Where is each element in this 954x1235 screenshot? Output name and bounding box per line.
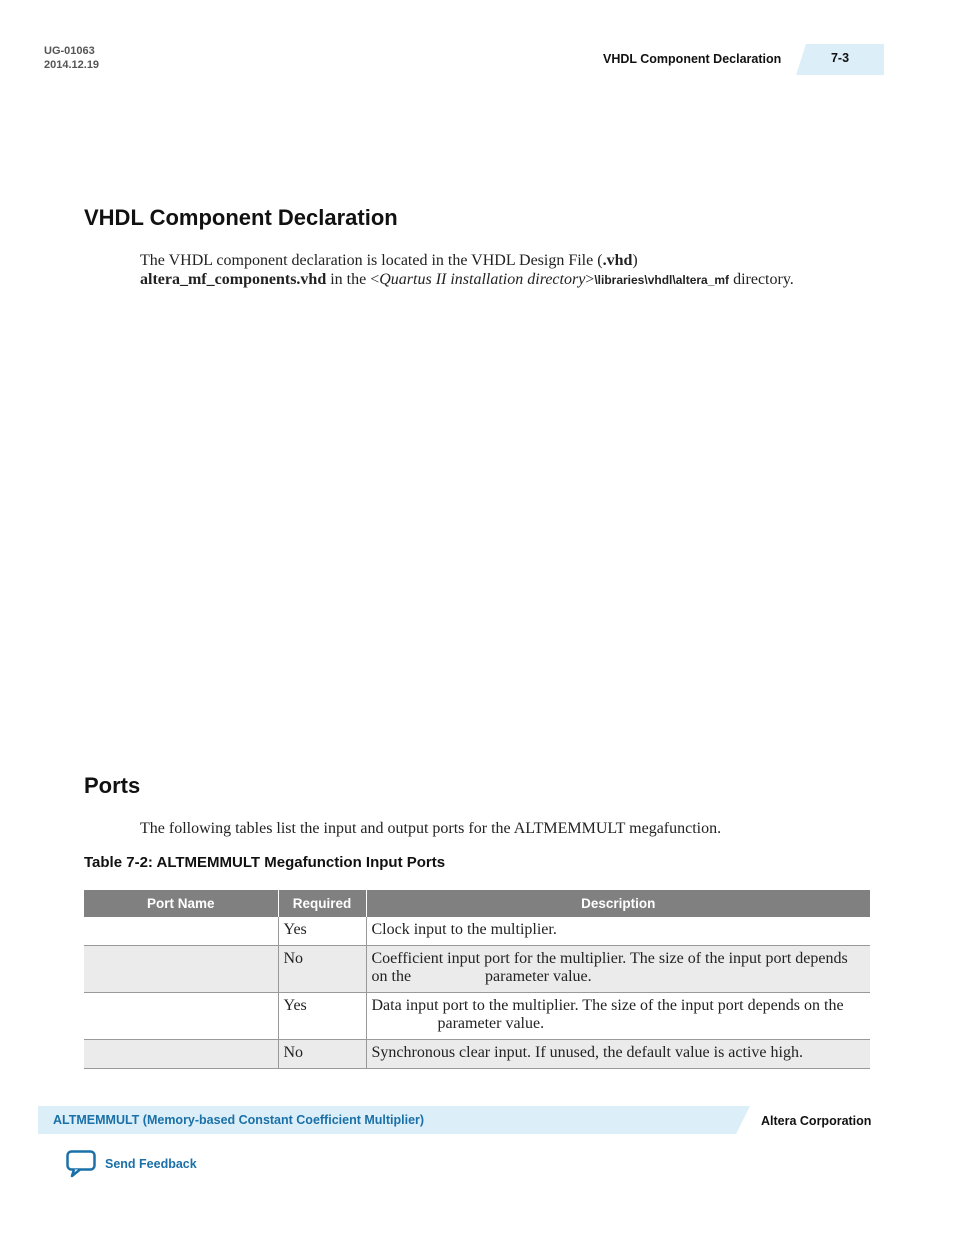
section-heading-ports: Ports xyxy=(84,773,141,798)
column-header-port-name: Port Name xyxy=(84,890,278,917)
text-run: directory. xyxy=(729,271,794,288)
description-text: Clock input to the multiplier. xyxy=(371,921,557,938)
section-heading-vhdl: VHDL Component Declaration xyxy=(84,205,398,230)
file-extension: .vhd xyxy=(602,252,633,269)
table-row xyxy=(84,993,870,1040)
page-number: 7-3 xyxy=(830,51,850,65)
running-header-title: VHDL Component Declaration xyxy=(603,52,782,66)
required-cell: Yes xyxy=(278,917,366,946)
description-text: Coefficient input port for the multiplier. The size of the input port depends on the xyxy=(371,950,848,985)
column-header-required: Required xyxy=(278,890,366,917)
required-cell: Yes xyxy=(278,993,366,1040)
port-name-cell xyxy=(84,1040,278,1069)
send-feedback-link[interactable] xyxy=(66,1150,197,1178)
required-cell: No xyxy=(278,946,366,993)
required-cell: No xyxy=(278,1040,366,1069)
vhdl-paragraph xyxy=(140,251,880,290)
doc-date: 2014.12.19 xyxy=(44,59,100,71)
footer-doc-title[interactable]: ALTMEMMULT (Memory-based Constant Coefficient Multiplier) xyxy=(53,1113,425,1127)
table-row xyxy=(84,946,870,993)
send-feedback-label[interactable]: Send Feedback xyxy=(105,1157,197,1171)
footer-company: Altera Corporation xyxy=(761,1114,872,1128)
port-name-cell xyxy=(84,993,278,1040)
description-cell xyxy=(366,917,870,946)
description-cell xyxy=(366,1040,870,1069)
description-text: parameter value. xyxy=(481,968,592,985)
text-run: > xyxy=(585,271,595,288)
table-row xyxy=(84,917,870,946)
component-file-name: altera_mf_components.vhd xyxy=(140,271,327,288)
doc-id-block xyxy=(44,44,99,72)
column-header-description: Description xyxy=(366,890,870,917)
table-header-row xyxy=(84,890,870,917)
page-number-tab xyxy=(796,44,884,75)
description-cell xyxy=(366,946,870,993)
description-text: parameter value. xyxy=(433,1015,545,1032)
description-cell xyxy=(366,993,870,1040)
table-row xyxy=(84,1040,870,1069)
footer-band xyxy=(38,1106,750,1134)
library-path: \libraries\vhdl\altera_mf xyxy=(594,273,730,287)
text-run: The VHDL component declaration is located in the VHDL Design File ( xyxy=(140,252,603,269)
text-run: ) xyxy=(632,252,638,269)
port-name-cell xyxy=(84,917,278,946)
description-text: Synchronous clear input. If unused, the default value is active high. xyxy=(371,1044,803,1061)
text-run: in the < xyxy=(326,271,380,288)
install-directory: Quartus II installation directory xyxy=(379,271,586,288)
ports-paragraph: The following tables list the input and output ports for the ALTMEMMULT megafunction. xyxy=(140,820,722,837)
input-ports-table xyxy=(84,890,870,1069)
doc-id: UG-01063 xyxy=(44,45,95,57)
speech-bubble-icon[interactable] xyxy=(66,1150,96,1178)
table-caption: Table 7-2: ALTMEMMULT Megafunction Input Ports xyxy=(84,854,446,871)
port-name-cell xyxy=(84,946,278,993)
description-text: Data input port to the multiplier. The size of the input port depends on the xyxy=(371,997,844,1014)
